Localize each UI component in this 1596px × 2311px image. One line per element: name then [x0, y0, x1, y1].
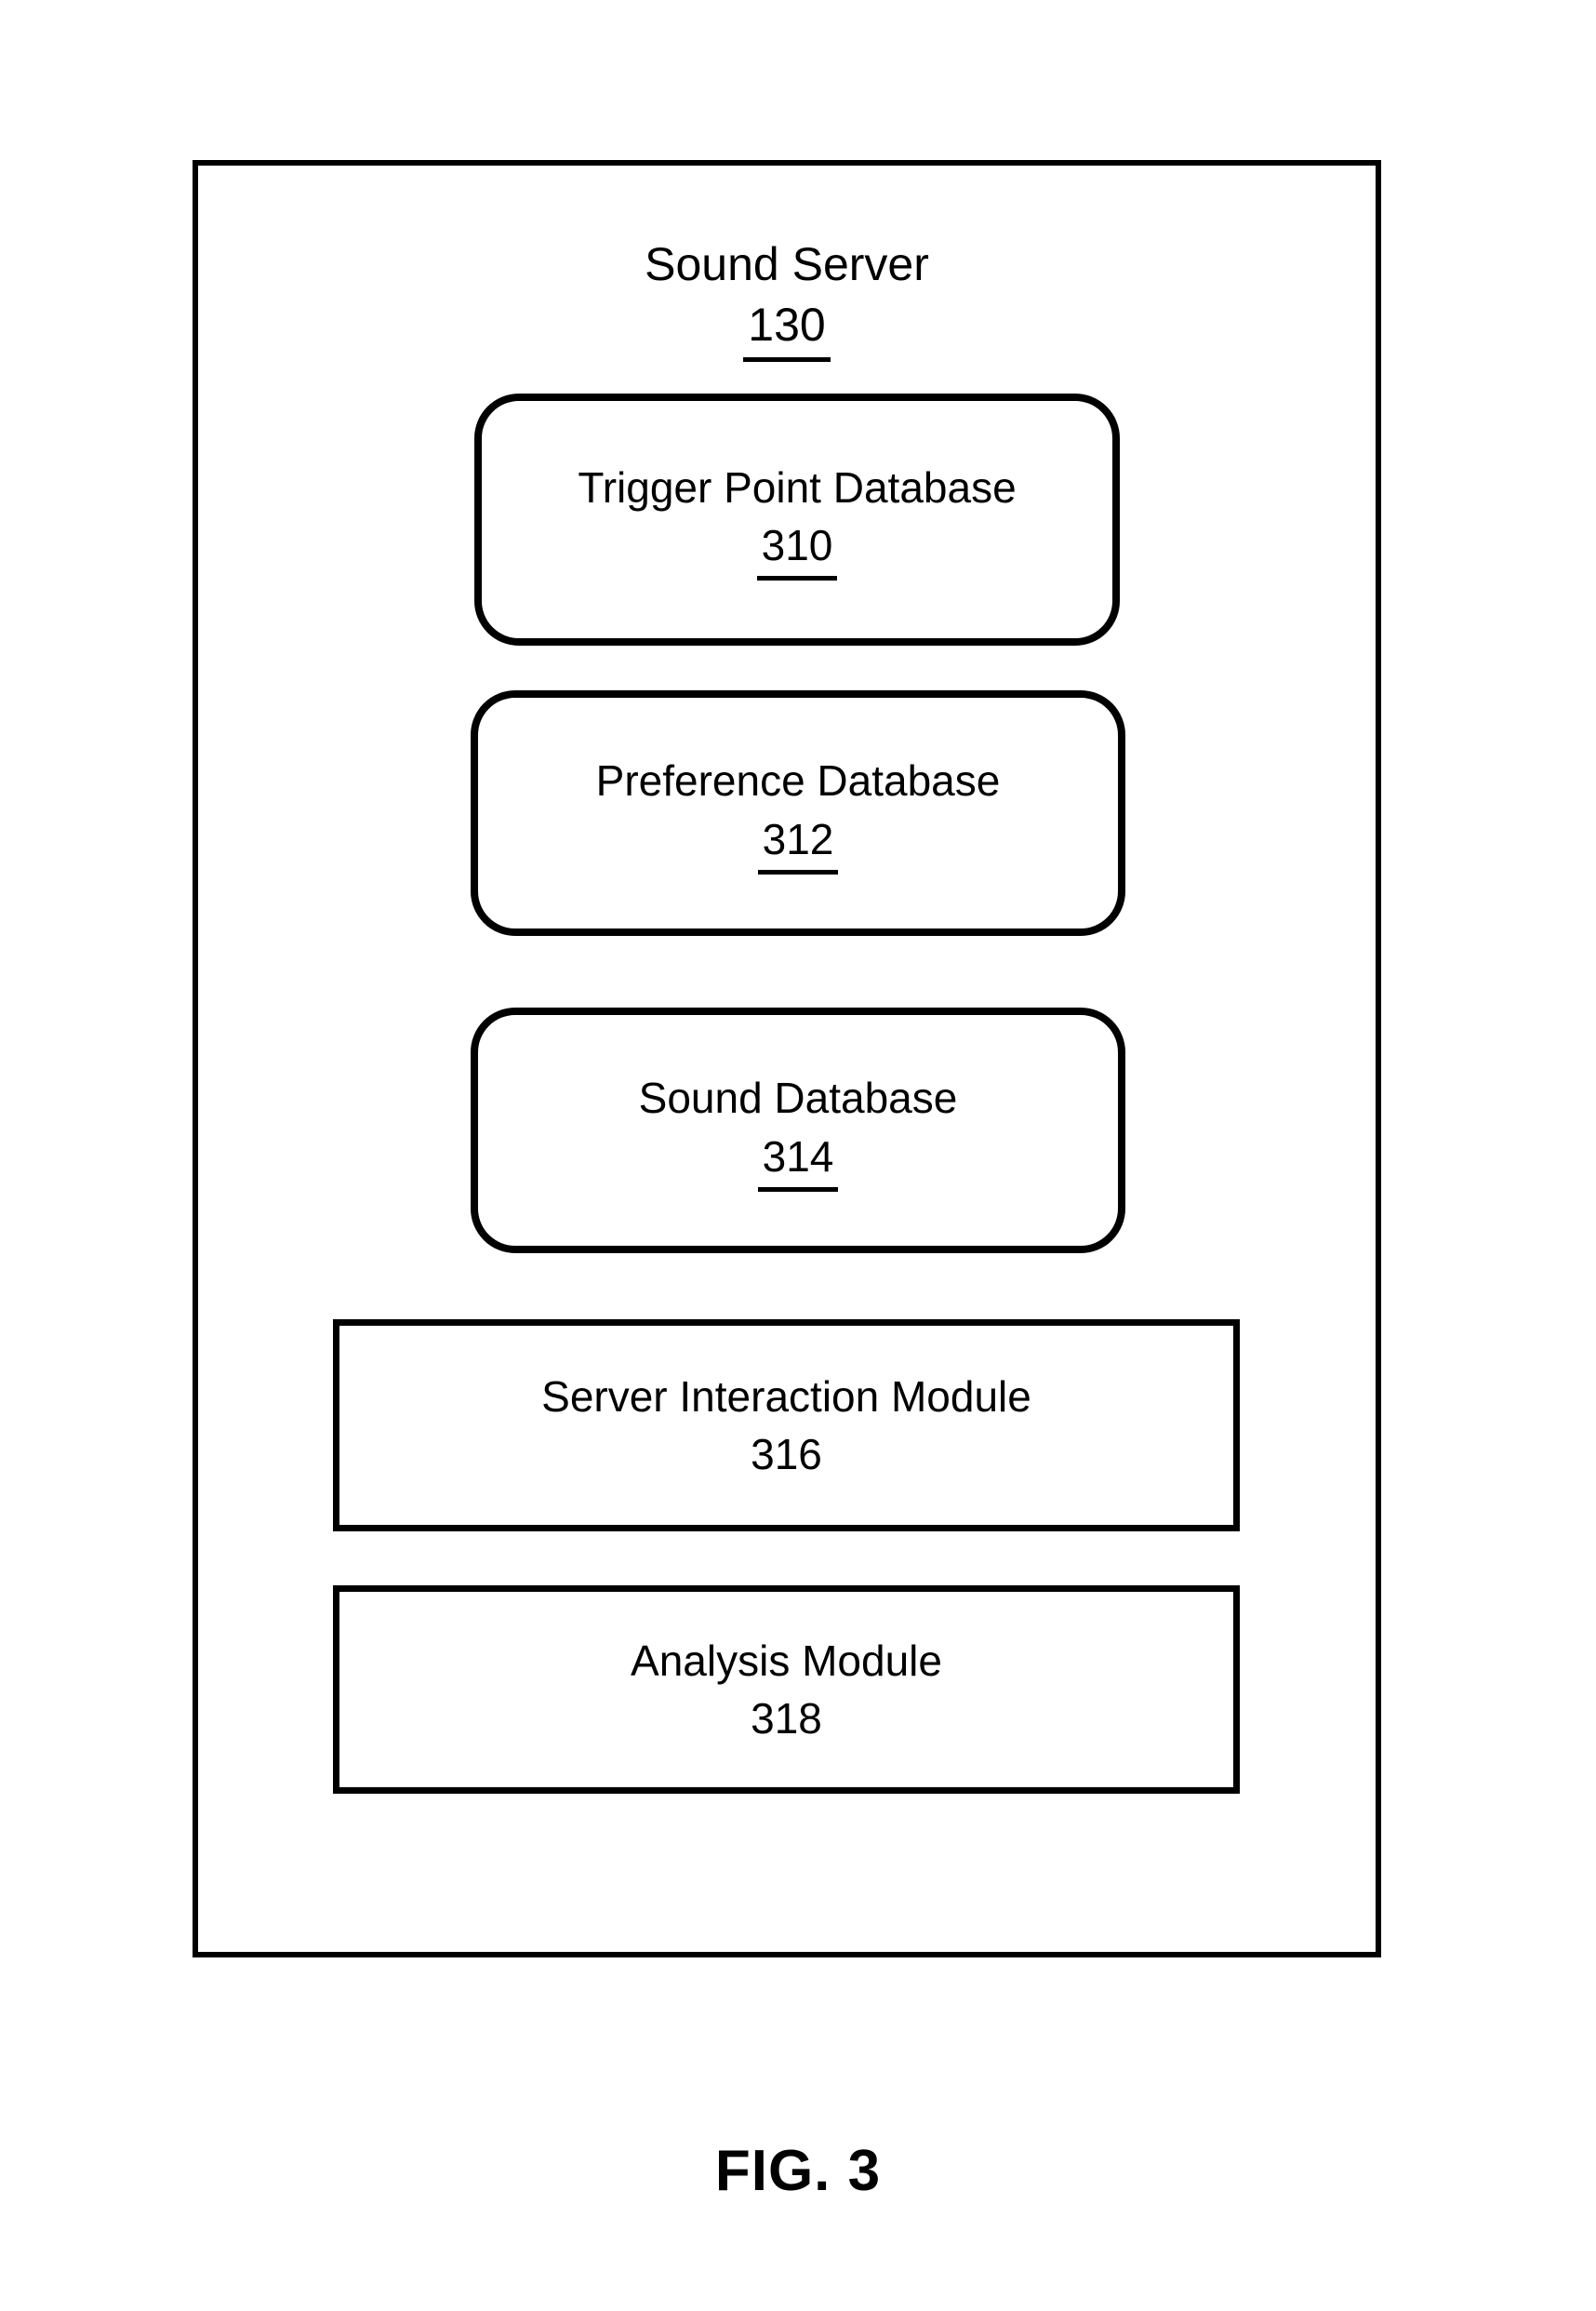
box-ref: 316: [751, 1430, 822, 1478]
box-label: Sound Database: [638, 1074, 958, 1123]
box-ref-line: [758, 1128, 839, 1192]
box-label: Preference Database: [595, 756, 1001, 806]
box-ref-line: [758, 810, 839, 875]
sound-server-title-block: [193, 234, 1381, 362]
box-ref: 310: [757, 516, 838, 581]
box-label: Trigger Point Database: [578, 462, 1017, 512]
box-ref: 318: [751, 1694, 822, 1743]
box-label: Server Interaction Module: [541, 1371, 1031, 1421]
sound-server-ref: 130: [743, 295, 830, 362]
box-label: Analysis Module: [631, 1636, 942, 1685]
box-server-interaction-module: [333, 1319, 1240, 1531]
box-analysis-module: [333, 1585, 1240, 1794]
box-ref-line: [757, 516, 838, 581]
box-trigger-point-database: [474, 394, 1120, 646]
box-ref: 314: [758, 1128, 839, 1192]
box-preference-database: [471, 690, 1125, 936]
figure-caption: FIG. 3: [714, 2139, 882, 2203]
box-sound-database: [471, 1008, 1125, 1253]
sound-server-title-ref-line: [193, 295, 1381, 362]
sound-server-title-label: Sound Server: [645, 238, 929, 290]
box-ref: 312: [758, 810, 839, 875]
